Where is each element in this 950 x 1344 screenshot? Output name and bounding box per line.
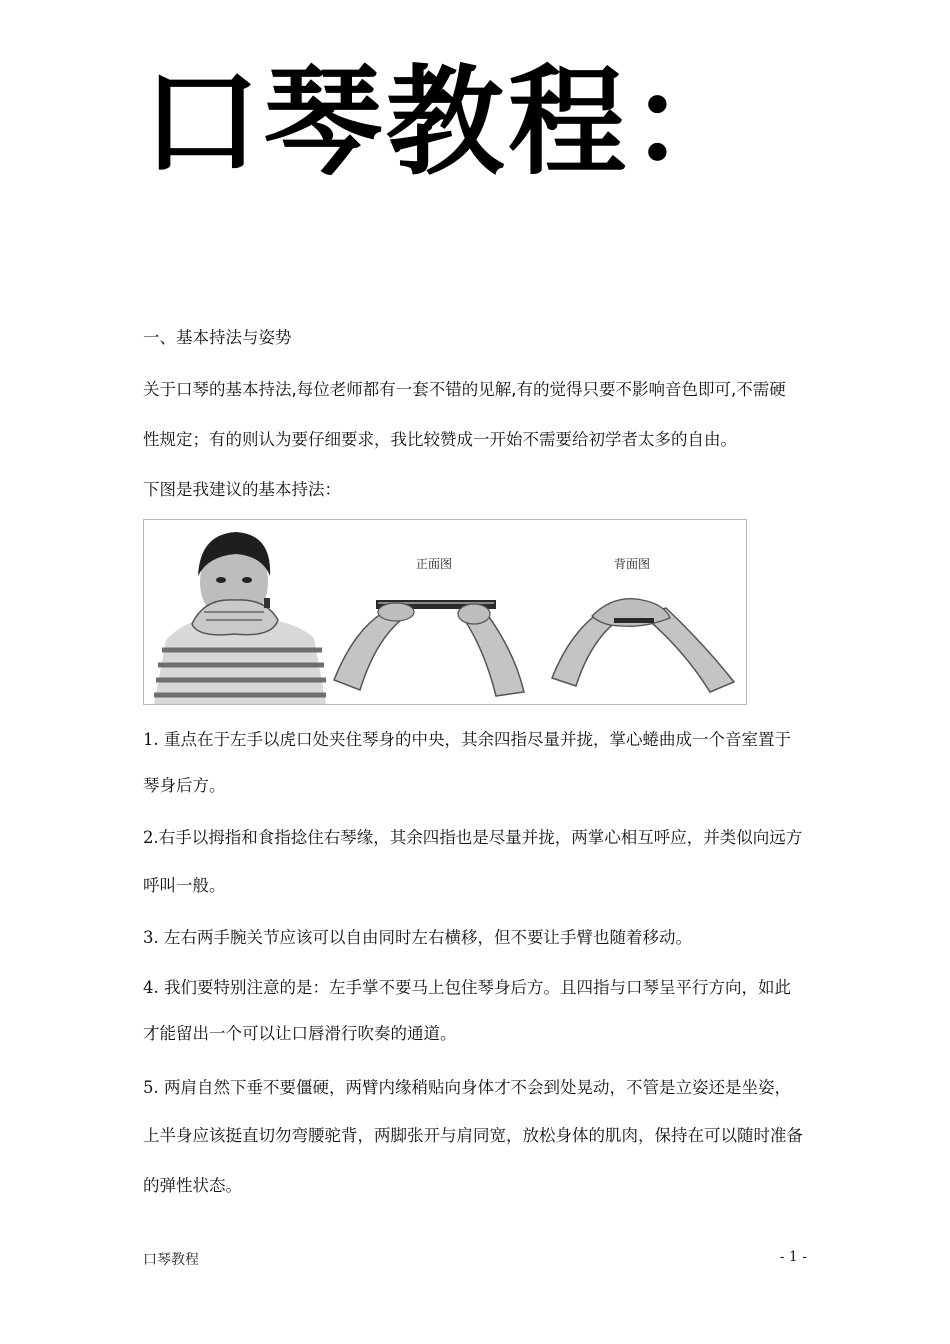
- section-heading: 一、基本持法与姿势: [143, 328, 292, 347]
- holding-posture-figure: [143, 519, 747, 705]
- item-1-line-2: 琴身后方。: [143, 776, 226, 795]
- item-4-number: 4.: [143, 978, 159, 997]
- item-5-number: 5.: [143, 1078, 159, 1097]
- page-number: - 1 -: [779, 1249, 807, 1265]
- front-view-label: 正面图: [415, 557, 453, 571]
- item-3-number: 3.: [143, 928, 159, 947]
- item-3-line-1: 3. 左右两手腕关节应该可以自由同时左右横移，但不要让手臂也随着移动。: [143, 928, 692, 947]
- item-5-line-1: 5. 两肩自然下垂不要僵硬，两臂内缘稍贴向身体才不会到处晃动，不管是立姿还是坐姿，: [143, 1078, 791, 1097]
- intro-line-1: 关于口琴的基本持法,每位老师都有一套不错的见解,有的觉得只要不影响音色即可,不需硬: [143, 380, 786, 399]
- back-view-photo: [552, 556, 734, 692]
- back-view-label: 背面图: [613, 557, 651, 571]
- item-4-line-2: 才能留出一个可以让口唇滑行吹奏的通道。: [143, 1024, 457, 1043]
- intro-line-2: 性规定；有的则认为要仔细要求，我比较赞成一开始不需要给初学者太多的自由。: [143, 430, 737, 449]
- figure-caption: 下图是我建议的基本持法：: [143, 480, 341, 499]
- footer-title: 口琴教程: [143, 1252, 199, 1268]
- item-5-line-2: 上半身应该挺直切勿弯腰驼背，两脚张开与肩同宽，放松身体的肌肉，保持在可以随时准备: [143, 1126, 803, 1145]
- item-2-line-2: 呼叫一般。: [143, 876, 226, 895]
- child-photo: [154, 532, 326, 704]
- document-title: 口琴教程：: [142, 53, 753, 191]
- item-1-line-1: 1. 重点在于左手以虎口处夹住琴身的中央，其余四指尽量并拢，掌心蜷曲成一个音室置于: [143, 730, 791, 749]
- item-2-line-1: 2.右手以拇指和食指捻住右琴缘，其余四指也是尽量并拢，两掌心相互呼应，并类似向远方: [143, 828, 803, 847]
- item-5-line-3: 的弹性状态。: [143, 1176, 242, 1195]
- item-2-number: 2.: [143, 828, 159, 847]
- posture-illustration: [144, 520, 746, 704]
- item-1-number: 1.: [143, 730, 159, 749]
- front-view-photo: [334, 557, 524, 696]
- item-4-line-1: 4. 我们要特别注意的是：左手掌不要马上包住琴身后方。且四指与口琴呈平行方向，如此: [143, 978, 791, 997]
